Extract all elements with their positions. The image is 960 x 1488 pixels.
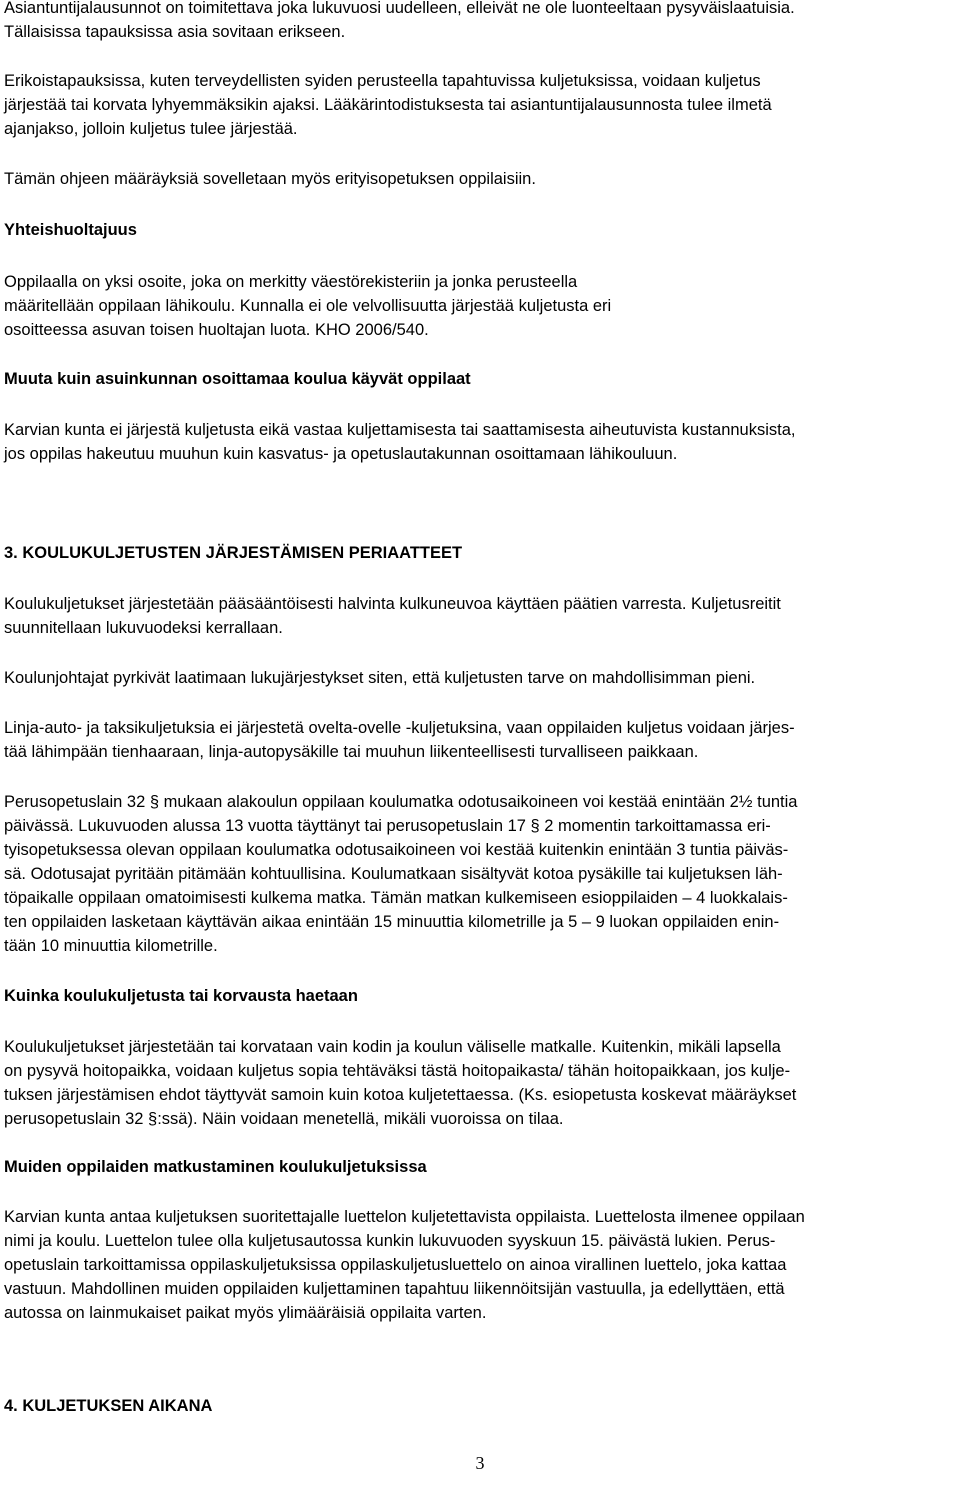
text-line: nimi ja koulu. Luettelon tulee olla kuljetusautossa kunkin lukuvuoden syyskuun 15. päivästä lukien. Perus- xyxy=(4,1232,776,1250)
text-line: määritellään oppilaan lähikoulu. Kunnalla ei ole velvollisuutta järjestää kuljetusta eri xyxy=(4,297,612,315)
text-line: ajanjakso, jolloin kuljetus tulee järjestää. xyxy=(4,120,298,138)
text-line: Koulukuljetukset järjestetään tai korvataan vain kodin ja koulun väliselle matkalle. Kuitenkin, mikäli lapsella xyxy=(4,1038,781,1056)
text-line: töpaikalle oppilaan omatoimisesti kulkema matka. Tämän matkan kulkemiseen esioppilaiden – 4 luokkalais- xyxy=(4,889,788,907)
text-line: on pysyvä hoitopaikka, voidaan kuljetus sopia tehtäväksi tästä hoitopaikasta/ tähän hoitopaikkaan, jos kulje- xyxy=(4,1062,791,1080)
text-line: autossa on lainmukaiset paikat myös ylimääräisiä oppilaita varten. xyxy=(4,1304,487,1322)
text-line: jos oppilas hakeutuu muuhun kuin kasvatus- ja opetuslautakunnan osoittamaan lähikouluun. xyxy=(4,445,678,463)
section-heading-koulukuljetusten-periaatteet: 3. KOULUKULJETUSTEN JÄRJESTÄMISEN PERIAATTEET xyxy=(4,544,463,562)
text-line: Koulunjohtajat pyrkivät laatimaan lukujärjestykset siten, että kuljetusten tarve on mahdollisimman pieni. xyxy=(4,669,756,687)
section-heading-muuta-kuin-asuinkunnan: Muuta kuin asuinkunnan osoittamaa koulua käyvät oppilaat xyxy=(4,370,471,388)
text-line: perusopetuslain 32 §:ssä). Näin voidaan menetellä, mikäli vuoroissa on tilaa. xyxy=(4,1110,564,1128)
text-line: päivässä. Lukuvuoden alussa 13 vuotta täyttänyt tai perusopetuslain 17 § 2 momentin tarkoittamassa eri- xyxy=(4,817,771,835)
text-line: Perusopetuslain 32 § mukaan alakoulun oppilaan koulumatka odotusaikoineen voi kestää enintään 2½ tuntia xyxy=(4,793,798,811)
text-line: vastuun. Mahdollinen muiden oppilaiden kuljettaminen tapahtuu liikennöitsijän vastuulla, ja edellyttäen, että xyxy=(4,1280,785,1298)
text-line: tuksen järjestämisen ehdot täyttyvät samoin kuin kotoa kuljetettaessa. (Ks. esiopetusta koskevat määräykset xyxy=(4,1086,797,1104)
text-line: tää lähimpään tienhaaraan, linja-autopysäkille tai muuhun liikenteellisesti turvalliseen paikkaan. xyxy=(4,743,699,761)
text-line: Karvian kunta ei järjestä kuljetusta eikä vastaa kuljettamisesta tai saattamisesta aiheutuvista kustannuksista, xyxy=(4,421,796,439)
text-line: Linja-auto- ja taksikuljetuksia ei järjestetä ovelta-ovelle -kuljetuksina, vaan oppilaiden kuljetus voidaan järjes- xyxy=(4,719,795,737)
text-line: tään 10 minuuttia kilometrille. xyxy=(4,937,218,955)
text-line: Tällaisissa tapauksissa asia sovitaan erikseen. xyxy=(4,23,346,41)
text-line: Asiantuntijalausunnot on toimitettava joka lukuvuosi uudelleen, elleivät ne ole luonteeltaan pysyväislaatuisia. xyxy=(4,0,795,17)
page-number: 3 xyxy=(475,1453,485,1473)
text-line: opetuslain tarkoittamissa oppilaskuljetuksissa oppilaskuljetusluettelo on ainoa virallinen luettelo, joka kattaa xyxy=(4,1256,787,1274)
text-line: järjestää tai korvata lyhyemmäksikin ajaksi. Lääkärintodistuksesta tai asiantuntijalausunnosta tulee ilmetä xyxy=(4,96,772,114)
text-line: osoitteessa asuvan toisen huoltajan luota. KHO 2006/540. xyxy=(4,321,429,339)
text-line: suunnitellaan lukuvuodeksi kerrallaan. xyxy=(4,619,283,637)
section-heading-muiden-oppilaiden: Muiden oppilaiden matkustaminen koulukuljetuksissa xyxy=(4,1158,427,1176)
text-line: sä. Odotusajat pyritään pitämään kohtuullisina. Koulumatkaan sisältyvät kotoa pysäkille tai kuljetuksen läh- xyxy=(4,865,783,883)
text-line: Koulukuljetukset järjestetään pääsääntöisesti halvinta kulkuneuvoa käyttäen päätien varresta. Kuljetusreitit xyxy=(4,595,781,613)
text-line: Karvian kunta antaa kuljetuksen suoritettajalle luettelon kuljetettavista oppilaista. Luettelosta ilmenee oppilaan xyxy=(4,1208,805,1226)
text-line: Tämän ohjeen määräyksiä sovelletaan myös erityisopetuksen oppilaisiin. xyxy=(4,170,536,188)
text-line: tyisopetuksessa olevan oppilaan koulumatka odotusaikoineen voi kestää kuitenkin enintään 3 tuntia päiväs- xyxy=(4,841,789,859)
text-line: Erikoistapauksissa, kuten terveydellisten syiden perusteella tapahtuvissa kuljetuksissa, voidaan kuljetus xyxy=(4,72,761,90)
text-line: ten oppilaiden lasketaan käyttävän aikaa enintään 15 minuuttia kilometrille ja 5 – 9 luokan oppilaiden enin- xyxy=(4,913,780,931)
text-line: Oppilaalla on yksi osoite, joka on merkitty väestörekisteriin ja jonka perusteella xyxy=(4,273,578,291)
section-heading-kuinka-haetaan: Kuinka koulukuljetusta tai korvausta haetaan xyxy=(4,987,358,1005)
section-heading-kuljetuksen-aikana: 4. KULJETUKSEN AIKANA xyxy=(4,1397,213,1415)
section-heading-yhteishuoltajuus: Yhteishuoltajuus xyxy=(4,221,137,239)
